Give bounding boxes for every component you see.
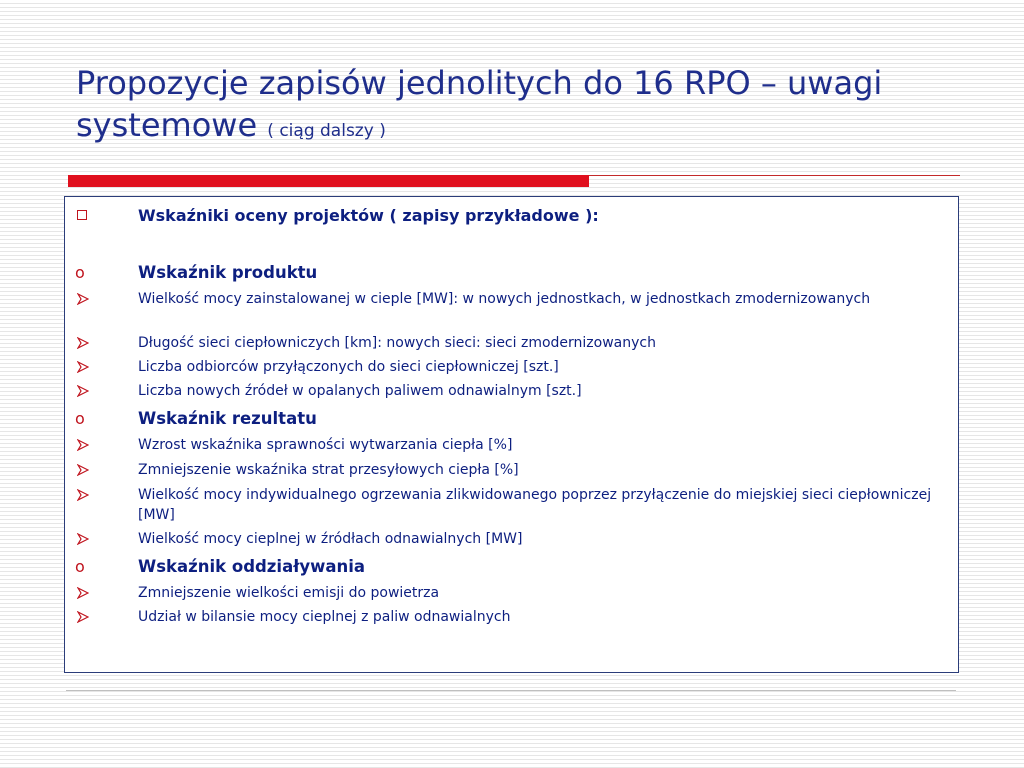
arrow-bullet-icon	[77, 489, 89, 501]
slide-title-main: Propozycje zapisów jednolitych do 16 RPO – uwagi systemowe	[76, 64, 883, 144]
slide-title	[76, 62, 976, 152]
content-box	[64, 196, 959, 673]
bottom-divider	[66, 690, 956, 691]
section-title: Wskaźnik produktu	[138, 263, 318, 282]
content-header-text: Wskaźniki oceny projektów ( zapisy przykładowe ):	[138, 206, 599, 225]
list-item-text: Zmniejszenie wskaźnika strat przesyłowych ciepła [%]	[138, 462, 519, 478]
list-item-text: Liczba nowych źródeł w opalanych paliwem odnawialnym [szt.]	[138, 383, 582, 399]
section-title: Wskaźnik oddziaływania	[138, 557, 365, 576]
list-item-text: Liczba odbiorców przyłączonych do sieci ciepłowniczej [szt.]	[138, 359, 559, 375]
list-item-text: Wielkość mocy zainstalowanej w cieple [MW]: w nowych jednostkach, w jednostkach zmodernizowanych	[138, 291, 871, 307]
list-item-text: Wielkość mocy cieplnej w źródłach odnawialnych [MW]	[138, 531, 523, 547]
circle-bullet-icon: o	[75, 263, 85, 282]
list-item-text: Wzrost wskaźnika sprawności wytwarzania ciepła [%]	[138, 437, 513, 453]
title-divider-red-bar	[68, 175, 589, 187]
list-item-text: Długość sieci ciepłowniczych [km]: nowych sieci: sieci zmodernizowanych	[138, 335, 656, 351]
arrow-bullet-icon	[77, 464, 89, 476]
checkbox-square-icon	[77, 210, 87, 220]
arrow-bullet-icon	[77, 337, 89, 349]
arrow-bullet-icon	[77, 533, 89, 545]
arrow-bullet-icon	[77, 385, 89, 397]
list-item-text: Zmniejszenie wielkości emisji do powietrza	[138, 585, 440, 601]
arrow-bullet-icon	[77, 439, 89, 451]
title-divider-thin-line	[589, 175, 960, 176]
circle-bullet-icon: o	[75, 557, 85, 576]
arrow-bullet-icon	[77, 361, 89, 373]
arrow-bullet-icon	[77, 611, 89, 623]
title-divider	[68, 175, 960, 187]
arrow-bullet-icon	[77, 293, 89, 305]
list-item-text: Wielkość mocy indywidualnego ogrzewania zlikwidowanego poprzez przyłączenie do miejskiej sieci ciepłowniczej [MW]	[138, 487, 932, 523]
arrow-bullet-icon	[77, 587, 89, 599]
circle-bullet-icon: o	[75, 409, 85, 428]
list-item-text: Udział w bilansie mocy cieplnej z paliw odnawialnych	[138, 609, 511, 625]
section-title: Wskaźnik rezultatu	[138, 409, 317, 428]
slide-title-sub: ( ciąg dalszy )	[267, 121, 386, 141]
